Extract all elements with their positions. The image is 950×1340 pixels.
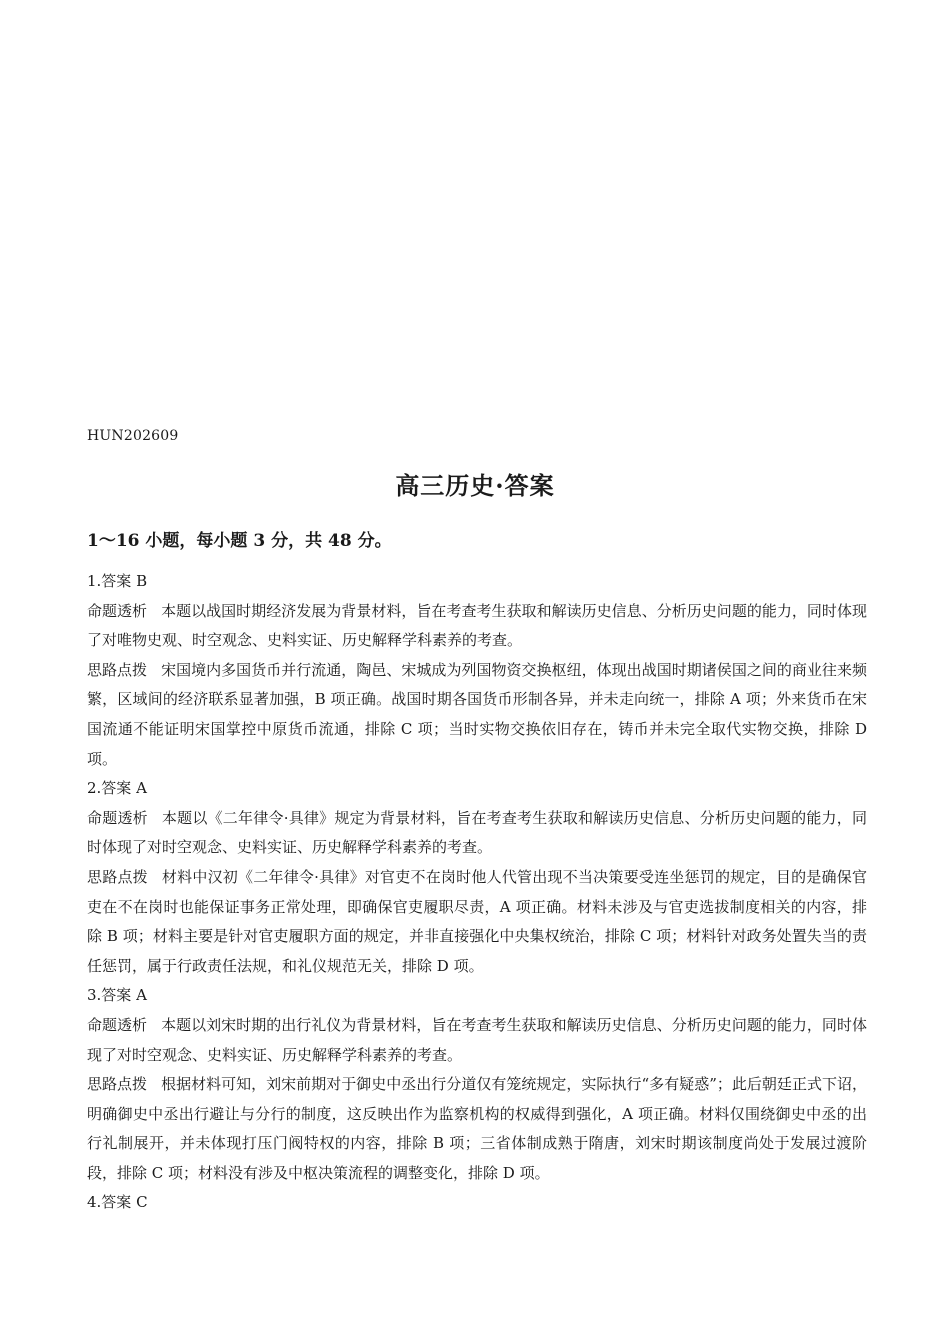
analysis-label: 思路点拨 — [87, 1075, 148, 1094]
intent-label: 命题透析 — [87, 1015, 148, 1034]
intent-label: 命题透析 — [87, 808, 148, 827]
document-title: 高三历史·答案 — [395, 471, 555, 500]
intent-text: 本题以《二年律令·具律》规定为背景材料，旨在考查考生获取和解读历史信息、分析历史问题的能力，同时体现了对时空观念、史料实证、历史解释学科素养的考查。 — [87, 808, 867, 857]
question-1-answer: 1.答案 B — [87, 572, 148, 590]
section-heading: 1～16 小题，每小题 3 分，共 48 分。 — [87, 531, 392, 551]
question-2-answer: 2.答案 A — [87, 779, 147, 798]
question-3-analysis — [87, 1070, 867, 1188]
intent-text: 本题以战国时期经济发展为背景材料，旨在考查考生获取和解读历史信息、分析历史问题的能力，同时体现了对唯物史观、时空观念、史料实证、历史解释学科素养的考查。 — [87, 601, 867, 650]
question-1-intent — [87, 597, 867, 656]
question-3-intent — [87, 1011, 867, 1070]
question-1-analysis — [87, 656, 867, 774]
question-4-answer: 4.答案 C — [87, 1193, 148, 1212]
analysis-label: 思路点拨 — [87, 660, 148, 679]
answer-content — [87, 567, 867, 1218]
document-code: HUN202609 — [87, 428, 179, 444]
question-2-analysis — [87, 863, 867, 981]
analysis-text: 宋国境内多国货币并行流通，陶邑、宋城成为列国物资交换枢纽，体现出战国时期诸侯国之间的商业往来频繁，区域间的经济联系显著加强，B 项正确。战国时期各国货币形制各异，并未走向统一，排除 A 项；外来货币在宋国流通不能证明宋国掌控中原货币流通，排除 C 项；当时实物交换依旧存在，铸币并未完全取代实物交换，排除 D 项。 — [87, 660, 867, 768]
question-2-intent — [87, 804, 867, 863]
analysis-text: 材料中汉初《二年律令·具律》对官吏不在岗时他人代管出现不当决策要受连坐惩罚的规定，目的是确保官吏在不在岗时也能保证事务正常处理，即确保官吏履职尽责，A 项正确。材料未涉及与官吏选拔制度相关的内容，排除 B 项；材料主要是针对官吏履职方面的规定，并非直接强化中央集权统治，排除 C 项；材料针对政务处置失当的责任惩罚，属于行政责任法规，和礼仪规范无关，排除 D 项。 — [87, 867, 867, 975]
intent-label: 命题透析 — [87, 601, 148, 620]
analysis-label: 思路点拨 — [87, 867, 148, 886]
question-3-answer: 3.答案 A — [87, 986, 147, 1005]
analysis-text: 根据材料可知，刘宋前期对于御史中丞出行分道仅有笼统规定，实际执行“多有疑惑”；此后朝廷正式下诏，明确御史中丞出行避让与分行的制度，这反映出作为监察机构的权威得到强化，A 项正确。材料仅围绕御史中丞的出行礼制展开，并未体现打压门阀特权的内容，排除 B 项；三省体制成熟于隋唐，刘宋时期该制度尚处于发展过渡阶段，排除 C 项；材料没有涉及中枢决策流程的调整变化，排除 D 项。 — [87, 1075, 867, 1182]
intent-text: 本题以刘宋时期的出行礼仪为背景材料，旨在考查考生获取和解读历史信息、分析历史问题的能力，同时体现了对时空观念、史料实证、历史解释学科素养的考查。 — [87, 1015, 867, 1064]
